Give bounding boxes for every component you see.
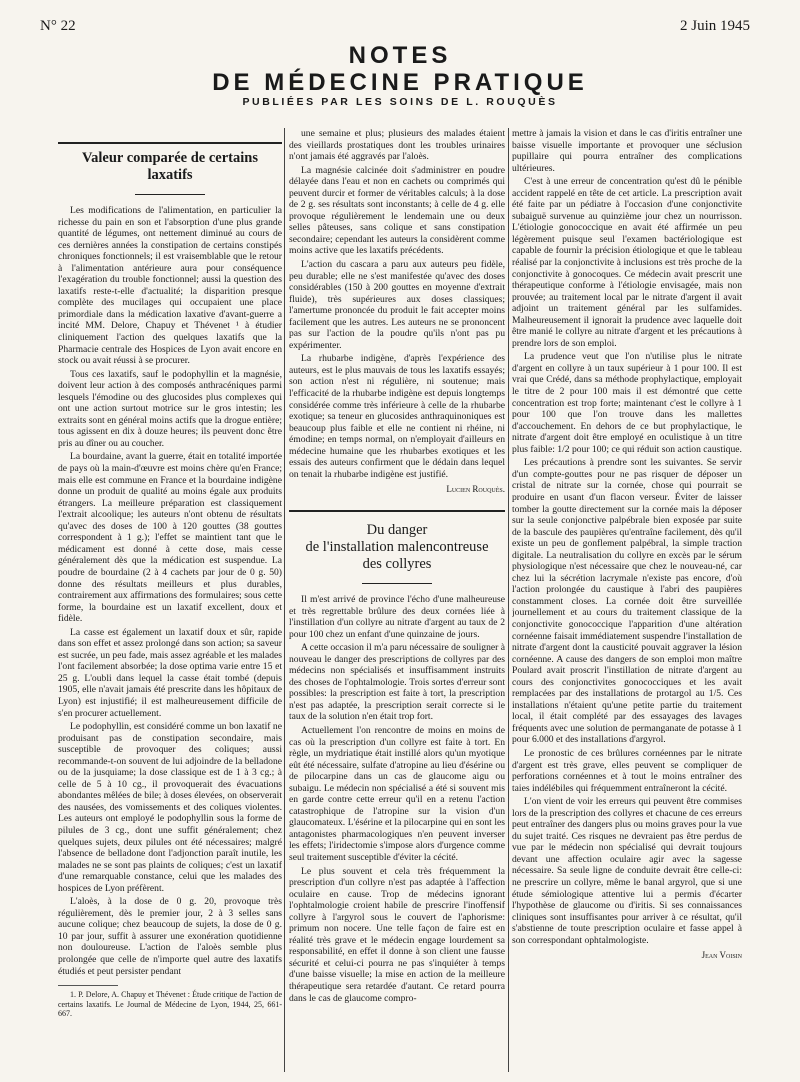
- article1-paragraph: Tous ces laxatifs, sauf le podophyllin et la magnésie, doivent leur action à des composés anthracéniques parmi lesquels l'émodine ou des glucosides plus complexes qui ont une action surtout motrice sur le gros intestin; les extraits sont en général moins actifs que la drogue entière; tous agissent en dix à douze heures; ils peuvent donc être pris au dîner ou au coucher.: [58, 368, 282, 449]
- journal-title-line1: NOTES: [348, 42, 452, 69]
- column-2: [289, 128, 505, 1072]
- article2-signature: Jean Voisin: [701, 950, 742, 961]
- article2-top-rule: [289, 510, 505, 512]
- article2-paragraph: mettre à jamais la vision et dans le cas d'iritis entraîner une baisse visuelle importante et provoquer une séclusion pupillaire qui pourra entraîner des complications ultérieures.: [512, 128, 742, 174]
- article1-title-rule: [135, 194, 205, 195]
- article2-paragraph: L'on vient de voir les erreurs qui peuvent être commises lors de la prescription des collyres et chacune de ces erreurs peut entraîner des dangers plus ou moins graves pour la vue du sujet traité. Ces risques ne devraient pas être perdus de vue par le médecin non spécialisé qui devrait toujours devant une affection oculaire agir avec la sagesse nécessaire. Sa seule ligne de conduite devrait être celle-ci: ne prescrire un collyre, même le banal argyrol, que si une étude sémiologique attentive lui a permis d'écarter l'hypothèse de glaucome ou d'iritis. Si ses connaissances cliniques sont insuffisantes pour arriver à ce résultat, qu'il s'abstienne de toute prescription oculaire et fasse appel à son correspondant ophtalmologiste.: [512, 796, 742, 946]
- article1-paragraph: Les modifications de l'alimentation, en particulier la richesse du pain en son et l'absorption d'une plus grande quantité de légumes, ont nettement diminué au cours de ces dernières années la constipation de certains constipés chroniques fonctionnels; il est vraisemblable que le retour à l'alimentation antérieure aura pour conséquence l'exagération du trouble fonctionnel; aussi la question des laxatifs reste-t-elle d'actualité; la disparition presque complète des mucilages qui occupaient une place primordiale dans la médication laxative d'avant-guerre a incité MM. Delore, Chapuy et Thévenet ¹ à étudier cliniquement l'action des quelques laxatifs que la Pharmacie centrale des Hospices de Lyon avait encore en stock ou avait réussi à se procurer.: [58, 205, 282, 367]
- journal-subtitle: PUBLIÉES PAR LES SOINS DE L. ROUQUÈS: [242, 96, 558, 108]
- article2-title-rule: [362, 583, 432, 584]
- column-3: [512, 128, 742, 1072]
- article2-paragraph: La prudence veut que l'on n'utilise plus le nitrate d'argent en collyre à un taux supérieur à 1 pour 100. Il est vrai que Crédé, dans sa méthode prophylactique, employait le titre de 2 pour 100 mais il est démontré que cette concentration est trop forte; maintenant c'est le collyre à 1 pour 100 que l'on trouve dans les mallettes d'accouchement. En dehors de ce but prophylactique, le nitrate d'argent doit être employé en oculistique à un titre plus faible: 1/2 pour 100; ce qui réduit son action caustique.: [512, 351, 742, 455]
- article2-paragraph: A cette occasion il m'a paru nécessaire de souligner à nouveau le danger des prescriptions de collyres par des médecins non spécialisés et insuffisamment instruits des choses de l'ophtalmologie. Trois sortes d'erreur sont possibles: la prescription est faite à tort, la prescription n'est pas adaptée, la prescription serait correcte si le taux de la solution n'en était trop fort.: [289, 642, 505, 723]
- journal-title-line2: DE MÉDECINE PRATIQUE: [212, 69, 588, 96]
- article2-title-line2: de l'installation malencontreuse: [305, 538, 489, 555]
- issue-number: N° 22: [40, 18, 76, 34]
- article1-signature: Lucien Rouquès.: [446, 484, 505, 495]
- journal-title: [0, 42, 800, 96]
- article1-title: Valeur comparée de certains laxatifs: [82, 150, 258, 183]
- article2-title-line3: des collyres: [362, 555, 432, 572]
- article1-paragraph: La casse est également un laxatif doux et sûr, rapide dans son effet et assez prolongé dans son action; sa saveur est sucrée, un peu fade, mais assez agréable et les malades l'ont facilement absorbée; la dose optima varie entre 15 et 25 g. L'oubli dans lequel la casse était tombé (depuis 1905, elle n'avait jamais été prescrite dans les hôpitaux de Lyon) est injustifié; il est malheureusement difficile de s'en procurer actuellement.: [58, 626, 282, 719]
- article1-continuation: L'action du cascara a paru aux auteurs peu fidèle, peu durable; elle ne s'est manifestée qu'avec des doses considérables (150 à 200 gouttes en moyenne d'extrait fluide), très supérieures aux doses classiques; l'amertume prononcée du produit le fait accepter moins facilement que les autres. Les auteurs ne se prononcent pas sur l'action de la poudre qu'ils n'ont pas pu expérimenter.: [289, 259, 505, 351]
- issue-date: 2 Juin 1945: [679, 18, 750, 34]
- article1-paragraph: La bourdaine, avant la guerre, était en totalité importée de pays où la main-d'œuvre est moins chère qu'en France; mais elle est commune en France et la bourdaine indigène donne un produit de qualité au moins égale aux produits étrangers. La meilleure préparation est classiquement l'extrait alcoolique; les auteurs n'ont obtenu de résultats qu'avec des doses de 100 à 120 gouttes (38 gouttes correspondent à 1 g.); l'effet se maintient tant que le médicament est donné à cette dose, mais cesse généralement dès que la médication est suspendue. La poudre de bourdaine (2 à 4 cachets par jour de 0 g. 50) donne des résultats meilleurs et plus durables, contrairement aux affirmations des formulaires; sous cette forme, la bourdaine est un laxatif excellent, doux et fidèle.: [58, 451, 282, 625]
- article1-continuation: une semaine et plus; plusieurs des malades étaient des vieillards prostatiques dont les troubles urinaires n'ont jamais été aggravés par l'aloès.: [289, 128, 505, 163]
- column-divider-1: [284, 128, 285, 1072]
- article1-paragraph: Le podophyllin, est considéré comme un bon laxatif ne produisant pas de constipation secondaire, mais susceptible de provoquer des coliques; aussi recommande-t-on souvent de lui adjoindre de la belladone ou de la jusquiame; la dose classique est de 1 à 3 cg.; à celle de 5 à 10 cg., il provoquerait des évacuations abondantes mêlées de bile; à doses élevées, on observerait des nausées, des vomissements et des coliques violentes. Les auteurs ont employé le podophyllin sous la forme de pilules de 3 cg., dont une suffit généralement; chez quelques sujets, deux pilules ont été nécessaires; malgré l'absence de belladone dont l'adjonction paraît inutile, les malades ne se sont pas plaints de coliques; c'est un laxatif d'une remarquable constance, celui que les malades des hospices de Lyon préfèrent.: [58, 721, 282, 894]
- footnote-rule: [58, 985, 118, 986]
- article2-paragraph: Les précautions à prendre sont les suivantes. Se servir d'un compte-gouttes pour ne pas risquer de déposer un cristal de nitrate sur la cornée, chose qui pourrait se produire en usant d'un flacon verseur. Éviter de laisser tomber la goutte directement sur la cornée mais la déposer sur la seule conjonctive palpébrale bien exposée par suite de la bascule des paupières qu'entraîne facilement, dès qu'il existe un peu de gonflement palpébral, la simple traction digitale. La neutralisation du collyre en excès par le sérum physiologique n'est nécessaire que chez le nouveau-né, car chez lui la sécrétion lacrymale n'existe pas encore, d'où l'action prolongée du caustique à l'abri des paupières constamment closes. La cornée doit être surveillée journellement et au cours du traitement classique de la conjonctivite gonococcique l'apparition d'une altération cornéenne faisait immédiatement suspendre l'installation de nitrate d'argent dont la causticité pouvait aggraver la lésion cornéenne. A cause des dangers de son emploi mon maître Poulard avait proscrit l'instillation de nitrate d'argent au cours des conjonctivites gonococciques et les avait remplacées par des installations de protargol au 1/5. Ces installations n'étaient qu'une petite partie du traitement local, il était complété par des essayages des lavages fréquents avec une solution de permanganate de potasse à 1 pour 6.000 et des installations d'argyrol.: [512, 457, 742, 746]
- article2-title: [289, 522, 505, 573]
- article1-footnote: 1. P. Delore, A. Chapuy et Thévenet : Étude critique de l'action de certains laxatifs. Le Journal de Médecine de Lyon, 1944, 25, 661-667.: [58, 990, 282, 1019]
- article1-paragraph: L'aloès, à la dose de 0 g. 20, provoque très régulièrement, dès le premier jour, 2 à 3 selles sans aucune colique; chez beaucoup de sujets, la dose de 0 g. 10 par jour, suffit à assurer une exonération quotidienne non douloureuse. L'action de l'aloès semble plus prolongée que celle de n'importe quel autre des laxatifs étudiés et peut persister pendant: [58, 896, 282, 977]
- article2-paragraph: C'est à une erreur de concentration qu'est dû le pénible accident rappelé en tête de cet article. La prescription avait été faite par un pédiatre à l'occasion d'une conjonctivite subaiguë survenue au quinzième jour chez un nourrisson. L'étiologie gonococcique en avait été affirmée un peu légèrement puisque seul l'examen bactériologique est capable de fournir la précision étiologique et que le tableau réalisé par la conjonctivite à inclusions est très proche de la conjonctivite à gonocoques. Ce médecin avait prescrit une thérapeutique conforme à l'étiologie envisagée, mais non prouvée; au traitement local par le nitrate d'argent il avait adjoint un traitement général par les sulfamides. Malheureusement il ignorait la prudence avec laquelle doit être manié le collyre au nitrate d'argent et les précautions à prendre lors de son emploi.: [512, 176, 742, 349]
- article2-paragraph: Le plus souvent et cela très fréquemment la prescription d'un collyre n'est pas adaptée à l'affection oculaire en cause. Trop de médecins ignorant l'ophtalmologie croient habile de prescrire l'inoffensif collyre à l'argyrol sous le couvert de l'aphorisme: primum non nocere. Une telle façon de faire est en réalité très grave et le médecin engage lourdement sa responsabilité, en effet il donne à son client une fausse sécurité et celui-ci pourra ne pas s'inquiéter à temps d'une baisse visuelle; la mise en action de la meilleure thérapeutique sera retardée d'autant. Ce retard pourra dans le cas de glaucome compro-: [289, 865, 505, 1004]
- column-divider-2: [508, 128, 509, 1072]
- article2-title-line1: Du danger: [366, 521, 428, 538]
- article1-continuation: La rhubarbe indigène, d'après l'expérience des auteurs, est le plus mauvais de tous les laxatifs essayés; son action n'est ni régulière, ni soutenue; mais l'efficacité de la rhubarbe indigène est depuis longtemps considérée comme très inférieure à celle de la rhubarbe exotique; sa teneur en glucosides anthraquinoniques est beaucoup plus faible et elle ne contient ni rhéine, ni émodine; en temps normal, on n'employait d'ailleurs en médecine humaine que les rhubarbes exotiques et les essais des auteurs confirment que le dédain dans lequel on tenait la rhubarbe indigène est justifié.: [289, 353, 505, 480]
- article2-paragraph: Actuellement l'on rencontre de moins en moins de cas où la prescription d'un collyre est faite à tort. En règle, un mydriatique était instillé alors qu'un myotique eût été nécessaire, sulfate d'atropine au lieu d'ésérine ou de pilocarpine dans un cas de glaucome aigu ou subaigu. Le médecin non spécialisé a été si souvent mis en garde contre cette erreur qu'il en a retenu l'action catastrophique de l'atropine sur la vision d'un glaucomateux. L'ésérine et la pilocarpine qui en sont les antagonistes pharmacologiques n'en peuvent inverser les effets; l'iridectomie s'impose alors d'urgence comme seul traitement susceptible d'éviter la cécité.: [289, 724, 505, 863]
- article2-paragraph: Il m'est arrivé de province l'écho d'une malheureuse et très regrettable brûlure des deux cornées liée à l'instillation d'un collyre au nitrate d'argent au taux de 2 pour 100 chez un enfant d'une quinzaine de jours.: [289, 593, 505, 640]
- article1-continuation: La magnésie calcinée doit s'administrer en poudre délayée dans l'eau et non en cachets ou comprimés qui peuvent durcir et former de véritables calculs; à la dose de 2 g. ses résultats sont inconstants; à celle de 4 g. elle provoque régulièrement le lendemain une ou deux selles pâteuses, sans colique et sans constipation secondaire; cependant les auteurs la considèrent comme moins active que les laxatifs précédents.: [289, 164, 505, 257]
- article1-top-rule: [58, 142, 282, 144]
- column-1: [58, 128, 282, 1072]
- article2-paragraph: Le pronostic de ces brûlures cornéennes par le nitrate d'argent est très grave, elles peuvent se compliquer de perforations cornéennes et à tout le moins entraîner des taies indélébiles qui fréquemment entraîneront la cécité.: [512, 747, 742, 794]
